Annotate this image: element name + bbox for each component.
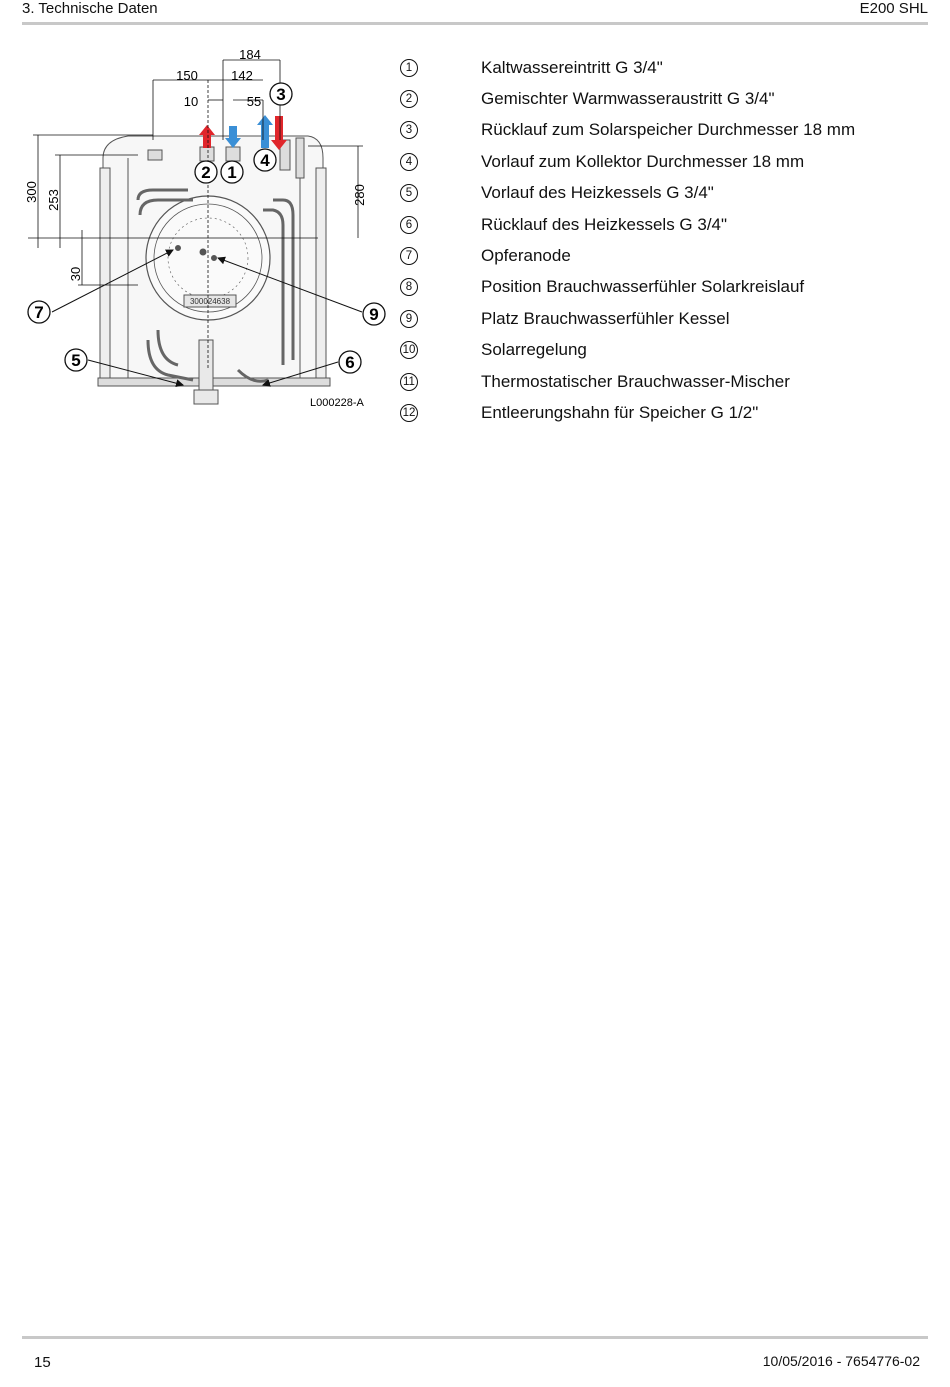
legend-text: Position Brauchwasserfühler Solarkreislauf: [481, 277, 805, 297]
dim-55: 55: [246, 94, 262, 109]
document-reference: 10/05/2016 - 7654776-02: [762, 1353, 920, 1369]
legend-item: [398, 52, 928, 83]
dim-253: 253: [46, 189, 61, 211]
legend-number-icon: 1: [400, 59, 418, 77]
figure-id: L000228-A: [310, 397, 364, 409]
legend-item: [398, 240, 928, 271]
legend-text: Solarregelung: [481, 340, 587, 360]
callout-4: 4: [260, 151, 270, 170]
legend-item: [398, 335, 928, 366]
section-title: 3. Technische Daten: [22, 0, 158, 17]
legend-number-icon: 10: [400, 341, 418, 359]
dim-280: 280: [352, 184, 367, 206]
legend-number-icon: 11: [400, 373, 418, 391]
callout-6: 6: [345, 353, 355, 372]
legend-item: [398, 209, 928, 240]
legend-item: [398, 366, 928, 397]
dim-184: 184: [239, 47, 261, 62]
drawing-svg: [18, 40, 388, 420]
legend-number-icon: 5: [400, 184, 418, 202]
legend-text: Entleerungshahn für Speicher G 1/2": [481, 402, 759, 422]
dim-300: 300: [24, 181, 39, 203]
legend-text: Gemischter Warmwasseraustritt G 3/4": [481, 89, 775, 109]
legend-text: Vorlauf des Heizkessels G 3/4": [481, 183, 714, 203]
header-divider: [22, 22, 928, 25]
legend-text: Rücklauf zum Solarspeicher Durchmesser 18 mm: [481, 120, 856, 140]
legend-item: [398, 83, 928, 114]
legend-number-icon: 3: [400, 121, 418, 139]
technical-drawing: [18, 40, 388, 420]
legend-number-icon: 6: [400, 216, 418, 234]
legend-item: [398, 178, 928, 209]
callout-9: 9: [369, 305, 379, 324]
page-number: 15: [34, 1354, 51, 1371]
legend-text: Platz Brauchwasserfühler Kessel: [481, 308, 730, 328]
callout-5: 5: [71, 351, 81, 370]
legend-list: [398, 52, 928, 429]
dim-142: 142: [231, 68, 253, 83]
legend-number-icon: 12: [400, 404, 418, 422]
serial-plate: 300024638: [189, 297, 231, 306]
legend-number-icon: 2: [400, 90, 418, 108]
dim-10: 10: [183, 94, 199, 109]
callout-3: 3: [276, 85, 286, 104]
legend-number-icon: 7: [400, 247, 418, 265]
legend-text: Rücklauf des Heizkessels G 3/4": [481, 214, 728, 234]
legend-item: [398, 115, 928, 146]
legend-item: [398, 303, 928, 334]
legend-text: Kaltwassereintritt G 3/4": [481, 57, 663, 77]
callout-2: 2: [201, 163, 211, 182]
dim-150: 150: [176, 68, 198, 83]
callout-7: 7: [34, 303, 44, 322]
legend-number-icon: 9: [400, 310, 418, 328]
legend-text: Vorlauf zum Kollektor Durchmesser 18 mm: [481, 151, 805, 171]
legend-item: [398, 272, 928, 303]
legend-item: [398, 397, 928, 428]
legend-text: Thermostatischer Brauchwasser-Mischer: [481, 371, 790, 391]
footer-divider: [22, 1336, 928, 1339]
legend-item: [398, 146, 928, 177]
dim-30: 30: [68, 266, 83, 282]
callout-1: 1: [227, 163, 237, 182]
legend-text: Opferanode: [481, 246, 571, 266]
legend-number-icon: 4: [400, 153, 418, 171]
product-name: E200 SHL: [859, 0, 928, 17]
legend-number-icon: 8: [400, 278, 418, 296]
